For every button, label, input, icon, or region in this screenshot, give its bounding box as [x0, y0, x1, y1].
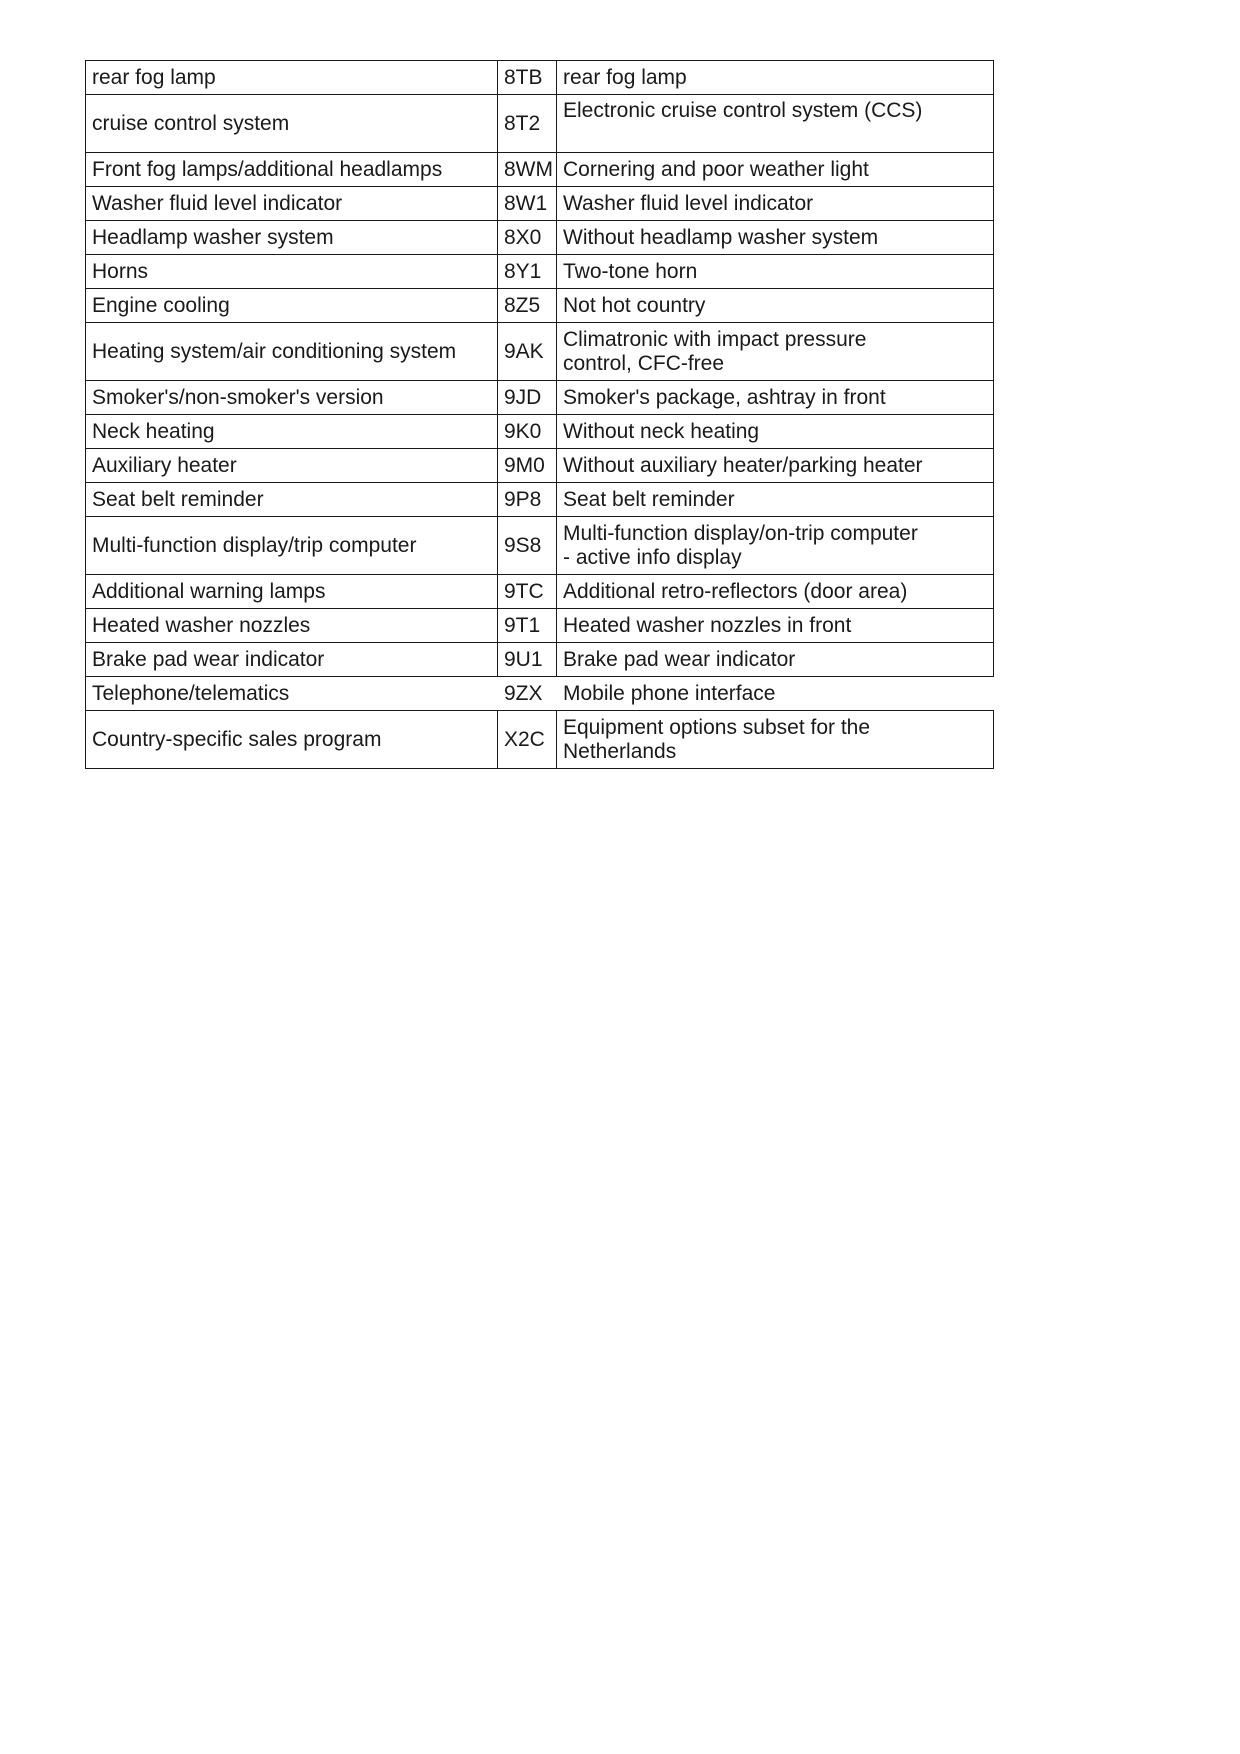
code-cell: 9P8	[498, 483, 557, 517]
code-cell: 9AK	[498, 323, 557, 381]
description-text: Additional retro-reflectors (door area)	[563, 579, 908, 603]
description-cell	[557, 221, 994, 255]
table-row	[86, 255, 994, 289]
table-row	[86, 381, 994, 415]
description-cell	[557, 153, 994, 187]
code-cell: 8WM	[498, 153, 557, 187]
category-cell: Auxiliary heater	[86, 449, 498, 483]
description-text: Without auxiliary heater/parking heater	[563, 453, 923, 477]
code-cell: 8X0	[498, 221, 557, 255]
code-cell: 9TC	[498, 575, 557, 609]
code-cell: 8W1	[498, 187, 557, 221]
category-cell: Engine cooling	[86, 289, 498, 323]
category-cell: Telephone/telematics	[86, 677, 498, 711]
category-cell: Seat belt reminder	[86, 483, 498, 517]
category-cell: Washer fluid level indicator	[86, 187, 498, 221]
table-row	[86, 187, 994, 221]
description-text: Without neck heating	[563, 419, 760, 443]
description-text: Washer fluid level indicator	[563, 191, 814, 215]
category-cell: Brake pad wear indicator	[86, 643, 498, 677]
description-text: Seat belt reminder	[563, 487, 735, 511]
equipment-code-table	[85, 60, 994, 769]
category-cell: Heating system/air conditioning system	[86, 323, 498, 381]
table-row	[86, 643, 994, 677]
description-cell	[557, 95, 994, 153]
code-cell: 9M0	[498, 449, 557, 483]
category-cell: Additional warning lamps	[86, 575, 498, 609]
table-row	[86, 415, 994, 449]
description-text: Two-tone horn	[563, 259, 698, 283]
code-cell: 9U1	[498, 643, 557, 677]
category-cell: rear fog lamp	[86, 61, 498, 95]
code-cell: X2C	[498, 711, 557, 769]
description-text: Without headlamp washer system	[563, 225, 879, 249]
table-row	[86, 61, 994, 95]
description-text: Cornering and poor weather light	[563, 157, 869, 181]
description-cell	[557, 517, 994, 575]
description-cell	[557, 255, 994, 289]
code-cell: 8Y1	[498, 255, 557, 289]
category-cell: Horns	[86, 255, 498, 289]
category-cell: Heated washer nozzles	[86, 609, 498, 643]
category-cell: Multi-function display/trip computer	[86, 517, 498, 575]
table-row	[86, 575, 994, 609]
table-row	[86, 95, 994, 153]
code-cell: 9ZX	[498, 677, 557, 711]
description-text: Heated washer nozzles in front	[563, 613, 852, 637]
table-row	[86, 711, 994, 769]
table-row	[86, 221, 994, 255]
description-text: Climatronic with impact pressure control, CFC-free	[563, 327, 867, 375]
description-text: Smoker's package, ashtray in front	[563, 385, 886, 409]
code-cell: 9T1	[498, 609, 557, 643]
description-text: Equipment options subset for the Netherlands	[563, 715, 871, 763]
description-cell	[557, 677, 994, 711]
table-row	[86, 323, 994, 381]
category-cell: cruise control system	[86, 95, 498, 153]
description-cell	[557, 643, 994, 677]
description-text: Not hot country	[563, 293, 706, 317]
code-cell: 8Z5	[498, 289, 557, 323]
description-cell	[557, 381, 994, 415]
category-cell: Front fog lamps/additional headlamps	[86, 153, 498, 187]
description-text: rear fog lamp	[563, 65, 687, 89]
code-cell: 9JD	[498, 381, 557, 415]
description-cell	[557, 483, 994, 517]
description-cell	[557, 711, 994, 769]
description-text: Mobile phone interface	[563, 681, 776, 705]
description-text: Multi-function display/on-trip computer - active info display	[563, 521, 918, 569]
table-row	[86, 677, 994, 711]
category-cell: Smoker's/non-smoker's version	[86, 381, 498, 415]
table-row	[86, 483, 994, 517]
description-cell	[557, 323, 994, 381]
code-cell: 8TB	[498, 61, 557, 95]
description-text: Electronic cruise control system (CCS)	[563, 99, 923, 122]
description-cell	[557, 609, 994, 643]
table-row	[86, 449, 994, 483]
code-cell: 9S8	[498, 517, 557, 575]
category-cell: Neck heating	[86, 415, 498, 449]
code-cell: 9K0	[498, 415, 557, 449]
table-row	[86, 609, 994, 643]
description-cell	[557, 449, 994, 483]
category-cell: Headlamp washer system	[86, 221, 498, 255]
description-cell	[557, 575, 994, 609]
description-text: Brake pad wear indicator	[563, 647, 796, 671]
category-cell: Country-specific sales program	[86, 711, 498, 769]
table-row	[86, 289, 994, 323]
description-cell	[557, 61, 994, 95]
description-cell	[557, 289, 994, 323]
table-row	[86, 153, 994, 187]
code-cell: 8T2	[498, 95, 557, 153]
table-row	[86, 517, 994, 575]
description-cell	[557, 187, 994, 221]
description-cell	[557, 415, 994, 449]
